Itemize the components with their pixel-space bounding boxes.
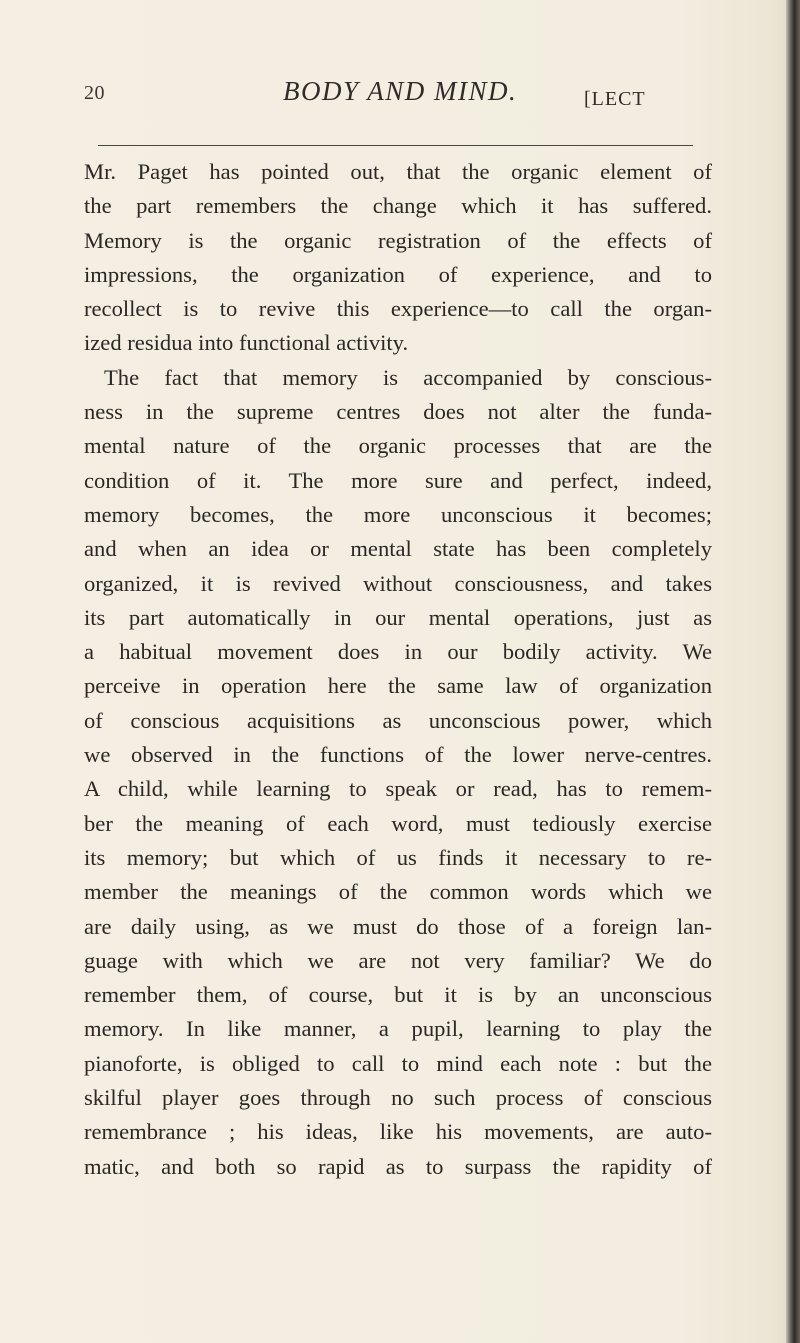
text-line: ness in the supreme centres does not alter the funda-: [84, 399, 712, 425]
text-line: we observed in the functions of the lower nerve-centres.: [84, 742, 712, 768]
text-line: memory. In like manner, a pupil, learning to play the: [84, 1016, 712, 1042]
text-line: remembrance ; his ideas, like his movements, are auto-: [84, 1119, 712, 1145]
running-head: [0, 76, 800, 126]
text-line: a habitual movement does in our bodily activity. We: [84, 639, 712, 665]
header-rule: [98, 145, 693, 146]
text-line: of conscious acquisitions as unconscious power, which: [84, 707, 712, 733]
text-line: organized, it is revived without consciousness, and takes: [84, 570, 712, 596]
text-line: impressions, the organization of experience, and to: [84, 261, 712, 287]
text-line: skilful player goes through no such process of conscious: [84, 1085, 712, 1111]
text-line: The fact that memory is accompanied by conscious-: [104, 364, 712, 390]
text-line: memory becomes, the more unconscious it becomes;: [84, 501, 712, 527]
text-line: ized residua into functional activity.: [84, 330, 409, 356]
text-line: the part remembers the change which it has suffered.: [84, 193, 712, 219]
running-title: BODY AND MIND.: [283, 76, 518, 106]
text-line: are daily using, as we must do those of a foreign lan-: [84, 913, 712, 939]
text-line: pianoforte, is obliged to call to mind each note : but the: [84, 1050, 712, 1076]
page-number: 20: [84, 82, 105, 104]
text-line: guage with which we are not very familiar? We do: [84, 947, 712, 973]
text-line: matic, and both so rapid as to surpass the rapidity of: [84, 1153, 712, 1179]
text-line: its part automatically in our mental operations, just as: [84, 604, 712, 630]
text-line: ber the meaning of each word, must tediously exercise: [84, 810, 712, 836]
text-line: condition of it. The more sure and perfect, indeed,: [84, 467, 712, 493]
text-line: recollect is to revive this experience—to call the organ-: [84, 296, 712, 322]
text-line: perceive in operation here the same law of organization: [84, 673, 712, 699]
lecture-label: [LECT: [584, 88, 646, 110]
text-line: remember them, of course, but it is by an unconscious: [84, 982, 712, 1008]
text-line: A child, while learning to speak or read, has to remem-: [84, 776, 712, 802]
text-line: mental nature of the organic processes that are the: [84, 433, 712, 459]
page-edge-shadow: [786, 0, 800, 1343]
text-line: Memory is the organic registration of the effects of: [84, 227, 712, 253]
body-text: [84, 155, 712, 1184]
text-line: its memory; but which of us finds it necessary to re-: [84, 844, 712, 870]
text-line: member the meanings of the common words which we: [84, 879, 712, 905]
text-line: and when an idea or mental state has been completely: [84, 536, 712, 562]
text-line: Mr. Paget has pointed out, that the organic element of: [84, 159, 712, 184]
